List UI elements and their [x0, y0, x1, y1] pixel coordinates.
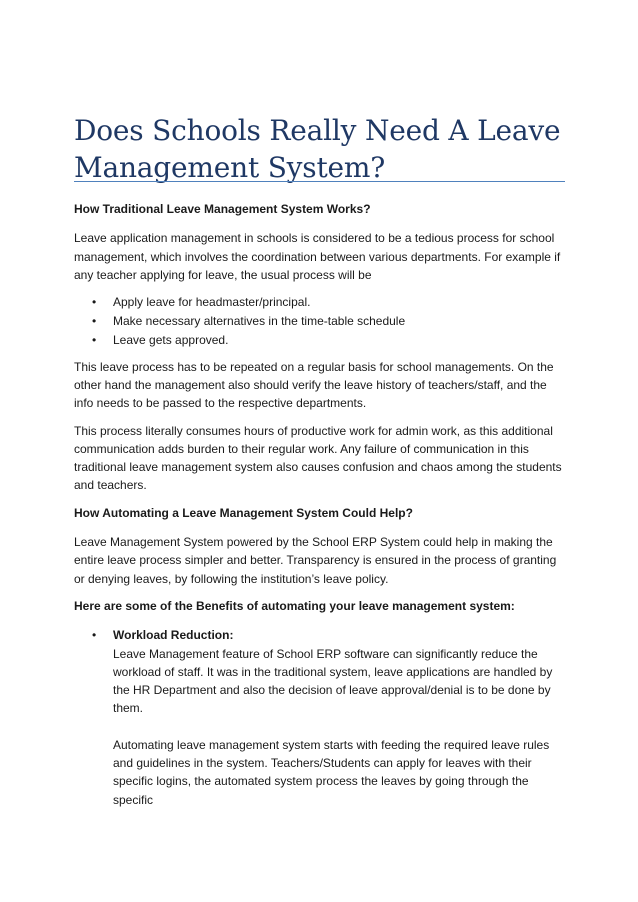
paragraph-repeat: This leave process has to be repeated on a regular basis for school managements. On the other hand the management also should verify the leave history of teachers/staff, and the info needs to be passed to the respective departments.	[74, 359, 554, 411]
document-title: Does Schools Really Need A Leave Management System?	[74, 114, 561, 184]
list-item	[74, 312, 566, 331]
paragraph-intro: Leave application management in schools is considered to be a tedious process for school management, which involves the coordination between various departments. For example if any teacher applying for leave, the usual process will be	[74, 231, 561, 282]
list-item-text: Make necessary alternatives in the time-table schedule	[113, 314, 406, 329]
document-body	[74, 200, 566, 827]
title-underline	[74, 181, 565, 182]
benefit-paragraph-2: Automating leave management system starts with feeding the required leave rules and guidelines in the system. Teachers/Students can apply for leaves with their specific logins, the automated system process the leaves by going through the specific	[113, 737, 550, 807]
bullet-icon: •	[92, 628, 97, 643]
process-bullet-list	[74, 293, 566, 350]
bullet-icon: •	[92, 314, 97, 329]
list-item-text: Leave gets approved.	[113, 333, 229, 348]
list-item-text: Apply leave for headmaster/principal.	[113, 295, 311, 310]
bullet-icon: •	[92, 333, 97, 348]
paragraph-consumes: This process literally consumes hours of productive work for admin work, as this additional communication adds burden to their regular work. Any failure of communication in this traditional leave management system also causes confusion and chaos among the students and teachers.	[74, 423, 562, 493]
list-item	[74, 331, 566, 350]
paragraph-erp: Leave Management System powered by the School ERP System could help in making the entire leave process simpler and better. Transparency is ensured in the process of granting or denying leaves, by following the institution’s leave policy.	[74, 535, 557, 586]
section-heading-automating: How Automating a Leave Management System Could Help?	[74, 505, 413, 520]
list-item	[74, 293, 566, 312]
benefit-workload-reduction	[74, 626, 566, 809]
section-heading-traditional: How Traditional Leave Management System Works?	[74, 202, 371, 216]
benefit-title: Workload Reduction:	[113, 628, 234, 643]
benefit-paragraph-1: Leave Management feature of School ERP software can significantly reduce the workload of staff. It was in the traditional system, leave applications are handled by the HR Department and also the decision of leave approval/denial is to be done by them.	[113, 646, 553, 716]
section-heading-benefits: Here are some of the Benefits of automating your leave management system:	[74, 598, 515, 613]
bullet-icon: •	[92, 295, 97, 310]
